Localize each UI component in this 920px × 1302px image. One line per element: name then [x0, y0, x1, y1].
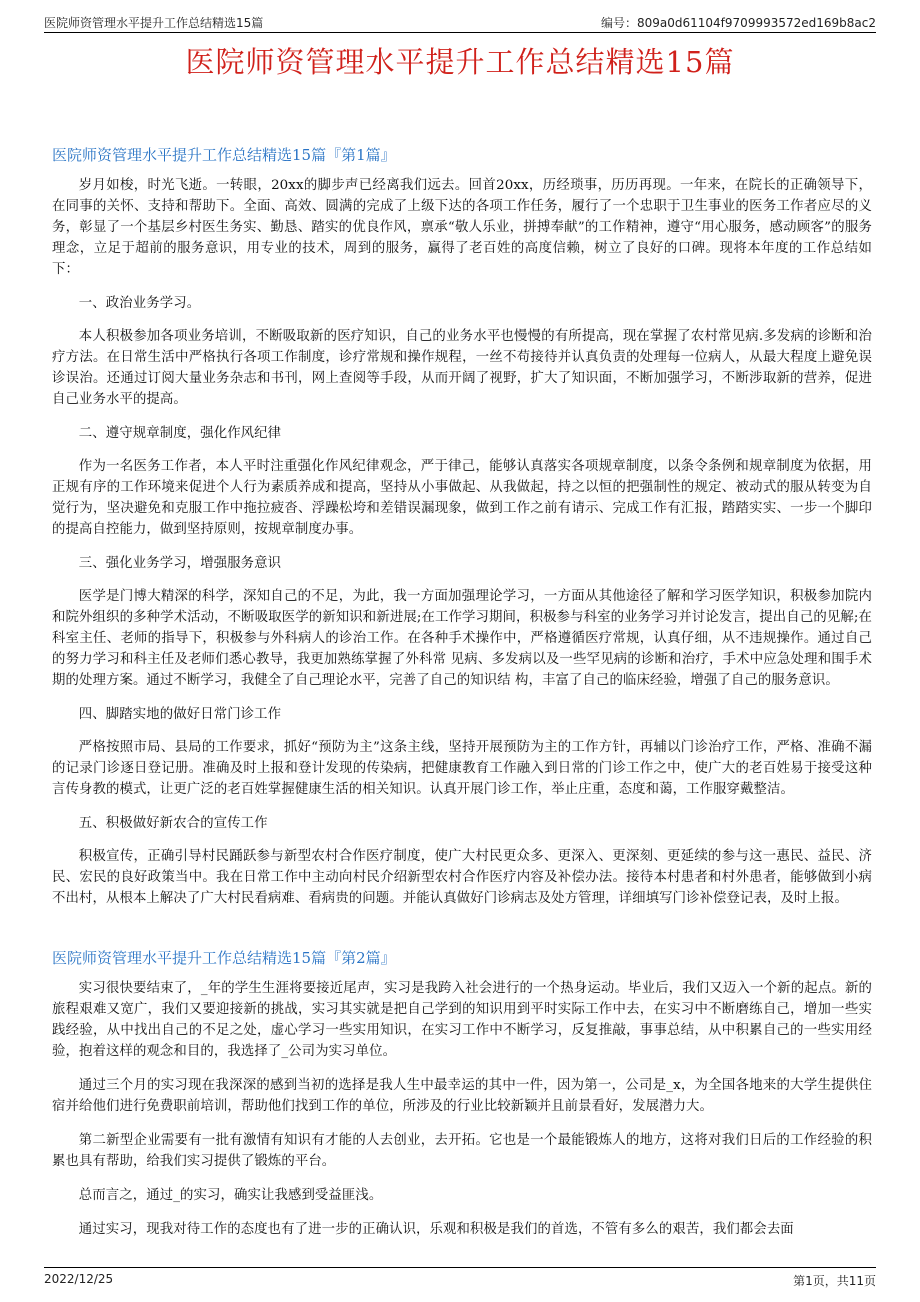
- paragraph: 总而言之，通过_的实习，确实让我感到受益匪浅。: [78, 1188, 383, 1203]
- subheading: 三、强化业务学习，增强服务意识: [78, 556, 282, 571]
- paragraph: 岁月如梭，时光飞逝。一转眼，20xx的脚步声已经离我们远去。回首20xx，历经琐事，历历再现。一年来，在院长的正确领导下，在同事的关怀、支持和帮助下。全面、高效、圆满的完成了上级下达的各项工作任务，履行了一个忠职于卫生事业的医务工作者应尽的义务，彰显了一个基层乡村医生务实、勤恳、踏实的优良作风，禀承“敬人乐业，拼搏奉献”的工作精神，遵守“用心服务，感动顾客”的服务理念，立足于超前的服务意识，用专业的技术，周到的服务，赢得了老百姓的高度信赖，树立了良好的口碑。现将本年度的工作总结如下：: [52, 178, 872, 277]
- footer-date: 2022/12/25: [44, 1272, 114, 1286]
- header-doc-name: 医院师资管理水平提升工作总结精选15篇: [44, 16, 264, 30]
- header-doc-id: 编号：809a0d61104f9709993572ed169b8ac2: [601, 16, 876, 30]
- document-body: [52, 130, 872, 1253]
- paragraph: 医学是门博大精深的科学，深知自己的不足，为此，我一方面加强理论学习，一方面从其他途径了解和学习医学知识，积极参加院内和院外组织的多种学术活动，不断吸取医学的新知识和新进展;在工作学习期间，积极参与科室的业务学习并讨论发言，提出自己的见解;在科室主任、老师的指导下，积极参与外科病人的诊治工作。在各种手术操作中，严格遵循医疗常规，认真仔细，从不违规操作。通过自己的努力学习和科主任及老师们悉心教导，我更加熟练掌握了外科常 见病、多发病以及一些罕见病的诊断和治疗，手术中应急处理和围手术期的处理方案。通过不断学习，我健全了自己理论水平，完善了自己的知识结 构，丰富了自己的临床经验，增强了自己的服务意识。: [52, 589, 872, 688]
- subheading: 一、政治业务学习。: [78, 296, 201, 311]
- section-heading: 医院师资管理水平提升工作总结精选15篇『第1篇』: [52, 146, 396, 164]
- paragraph: 通过三个月的实习现在我深深的感到当初的选择是我人生中最幸运的其中一件，因为第一，公司是_x，为全国各地来的大学生提供住宿并给他们进行免费职前培训，帮助他们找到工作的单位，所涉及的行业比较新颖并且前景看好，发展潜力大。: [52, 1078, 872, 1114]
- page-header: [44, 10, 876, 33]
- document-title: 医院师资管理水平提升工作总结精选15篇: [185, 45, 735, 79]
- paragraph: 通过实习，现我对待工作的态度也有了进一步的正确认识，乐观和积极是我们的首选，不管有多么的艰苦，我们都会去面: [78, 1222, 794, 1237]
- paragraph: 本人积极参加各项业务培训，不断吸取新的医疗知识，自己的业务水平也慢慢的有所提高，现在掌握了农村常见病.多发病的诊断和治疗方法。在日常生活中严格执行各项工作制度，诊疗常规和操作规程，一丝不苟接待并认真负责的处理每一位病人，从最大程度上避免误诊误治。还通过订阅大量业务杂志和书刊，网上查阅等手段，从而开阔了视野，扩大了知识面，不断加强学习，不断涉取新的营养，促进自己业务水平的提高。: [52, 329, 872, 407]
- subheading: 四、脚踏实地的做好日常门诊工作: [78, 707, 282, 722]
- paragraph: 作为一名医务工作者，本人平时注重强化作风纪律观念，严于律己，能够认真落实各项规章制度，以条令条例和规章制度为依据，用正规有序的工作环境来促进个人行为素质养成和提高，坚持从小事做起、从我做起，持之以恒的把强制性的规定、被动式的服从转变为自觉行为，坚决避免和克服工作中拖拉疲沓、浮躁松垮和差错误漏现象，做到工作之前有请示、完成工作有汇报，踏踏实实、一步一个脚印的提高自控能力，做到坚持原则，按规章制度办事。: [52, 459, 872, 537]
- paragraph: 实习很快要结束了，_年的学生生涯将要接近尾声，实习是我跨入社会进行的一个热身运动。毕业后，我们又迈入一个新的起点。新的旅程艰难又宽广，我们又要迎接新的挑战，实习其实就是把自己学到的知识用到平时实际工作中去，在实习中不断磨练自己，增加一些实践经验，从中找出自己的不足之处，虚心学习一些实用知识，在实习工作中不断学习，反复推敲，事事总结，从中积累自己的一些实用经验，抱着这样的观念和目的，我选择了_公司为实习单位。: [52, 981, 872, 1059]
- subheading: 二、遵守规章制度，强化作风纪律: [78, 426, 282, 441]
- page-footer: [44, 1267, 876, 1290]
- footer-page-number: 第1页，共11页: [793, 1274, 876, 1288]
- paragraph: 第二新型企业需要有一批有激情有知识有才能的人去创业，去开拓。它也是一个最能锻炼人的地方，这将对我们日后的工作经验的积累也具有帮助，给我们实习提供了锻炼的平台。: [52, 1133, 872, 1169]
- paragraph: 积极宣传，正确引导村民踊跃参与新型农村合作医疗制度，使广大村民更众多、更深入、更深刻、更延续的参与这一惠民、益民、济民、宏民的良好政策当中。我在日常工作中主动向村民介绍新型农村合作医疗内容及补偿办法。接待本村患者和村外患者，能够做到小病不出村，从根本上解决了广大村民看病难、看病贵的问题。并能认真做好门诊病志及处方管理，详细填写门诊补偿登记表，及时上报。: [52, 849, 872, 906]
- paragraph: 严格按照市局、县局的工作要求，抓好“预防为主”这条主线，坚持开展预防为主的工作方针，再辅以门诊治疗工作，严格、准确不漏的记录门诊逐日登记册。准确及时上报和登计发现的传染病，把健康教育工作融入到日常的门诊工作之中，使广大的老百姓易于接受这种言传身教的模式，让更广泛的老百姓掌握健康生活的相关知识。认真开展门诊工作，举止庄重，态度和蔼，工作服穿戴整洁。: [52, 740, 872, 797]
- section-heading: 医院师资管理水平提升工作总结精选15篇『第2篇』: [52, 949, 396, 967]
- subheading: 五、积极做好新农合的宣传工作: [78, 816, 268, 831]
